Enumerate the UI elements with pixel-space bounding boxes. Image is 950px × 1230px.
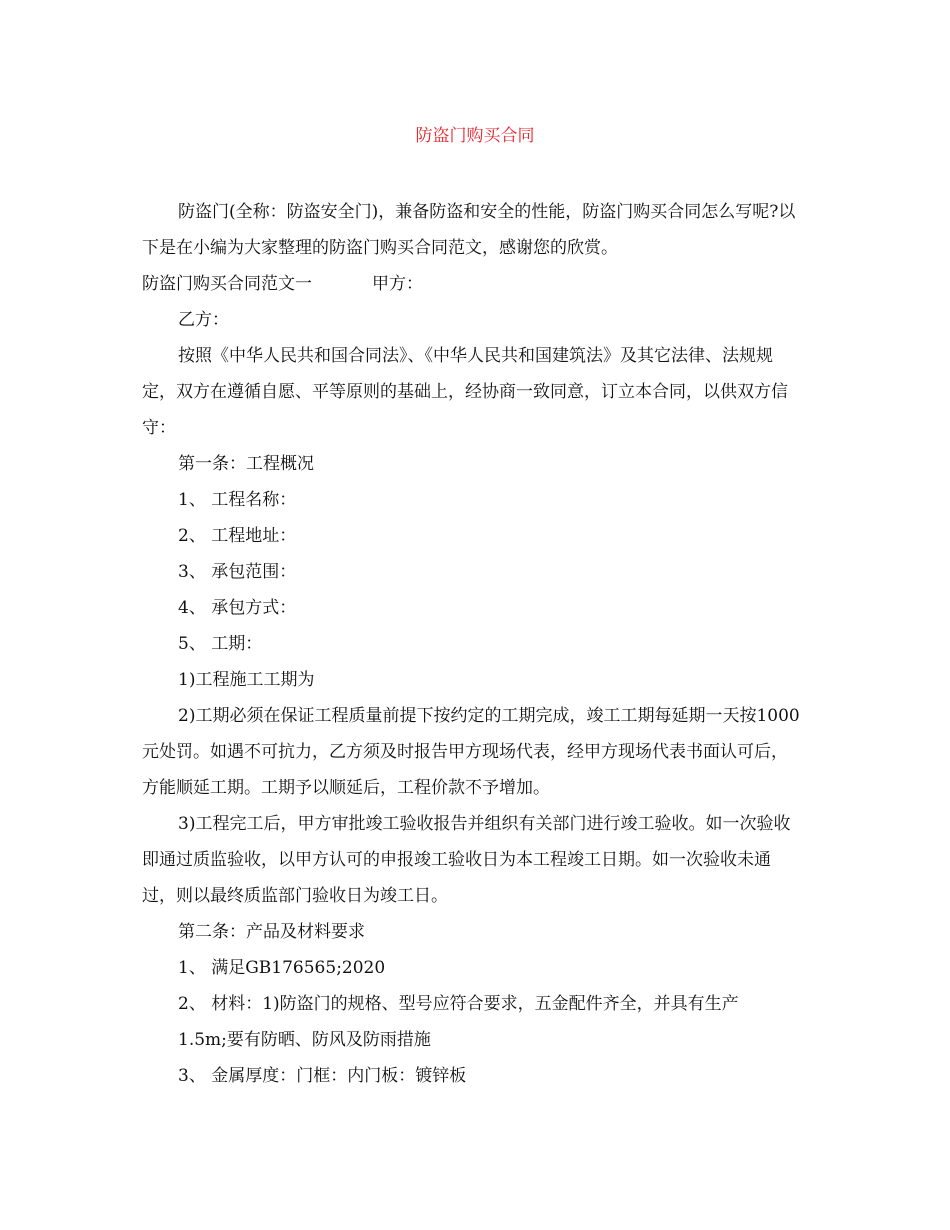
contract-method-item: 4、 承包方式： bbox=[178, 598, 297, 618]
article-two-heading: 第二条：产品及材料要求 bbox=[178, 922, 365, 942]
contract-scope-item: 3、 承包范围： bbox=[178, 562, 297, 582]
legal-basis-paragraph: 按照《中华人民共和国合同法》、《中华人民共和国建筑法》及其它法律、法规规定，双方在遵循自愿、平等原则的基础上，经协商一致同意，订立本合同，以供双方信守： bbox=[142, 346, 788, 438]
schedule-item: 5、 工期： bbox=[178, 634, 263, 654]
sample-heading-line bbox=[142, 266, 802, 302]
schedule-clause-1: 1)工程施工工期为 bbox=[178, 670, 315, 690]
article-one-heading: 第一条：工程概况 bbox=[178, 454, 314, 474]
document-body bbox=[142, 194, 802, 1094]
project-name-item: 1、 工程名称： bbox=[178, 490, 297, 510]
standard-item: 1、 满足GB176565;2020 bbox=[178, 958, 386, 978]
sample-heading: 防盗门购买合同范文一 bbox=[142, 274, 312, 294]
party-a-label: 甲方： bbox=[372, 274, 423, 294]
material-item-continued: 1.5m;要有防晒、防风及防雨措施 bbox=[178, 1030, 431, 1050]
metal-thickness-item: 3、 金属厚度：门框：内门板：镀锌板 bbox=[178, 1066, 467, 1086]
intro-paragraph: 防盗门(全称：防盗安全门)，兼备防盗和安全的性能，防盗门购买合同怎么写呢?以下是在小编为大家整理的防盗门购买合同范文，感谢您的欣赏。 bbox=[142, 202, 796, 258]
project-address-item: 2、 工程地址： bbox=[178, 526, 297, 546]
party-b-label: 乙方： bbox=[178, 310, 229, 330]
document-title: 防盗门购买合同 bbox=[415, 126, 535, 146]
schedule-clause-3: 3)工程完工后，甲方审批竣工验收报告并组织有关部门进行竣工验收。如一次验收即通过质监验收，以甲方认可的申报竣工验收日为本工程竣工日期。如一次验收未通过，则以最终质监部门验收日为竣工日。 bbox=[142, 814, 791, 906]
schedule-clause-2: 2)工期必须在保证工程质量前提下按约定的工期完成，竣工工期每延期一天按1000元处罚。如遇不可抗力，乙方须及时报告甲方现场代表，经甲方现场代表书面认可后，方能顺延工期。工期予以顺延后，工程价款不予增加。 bbox=[142, 706, 800, 798]
material-item: 2、 材料：1)防盗门的规格、型号应符合要求，五金配件齐全，并具有生产 bbox=[178, 994, 739, 1014]
